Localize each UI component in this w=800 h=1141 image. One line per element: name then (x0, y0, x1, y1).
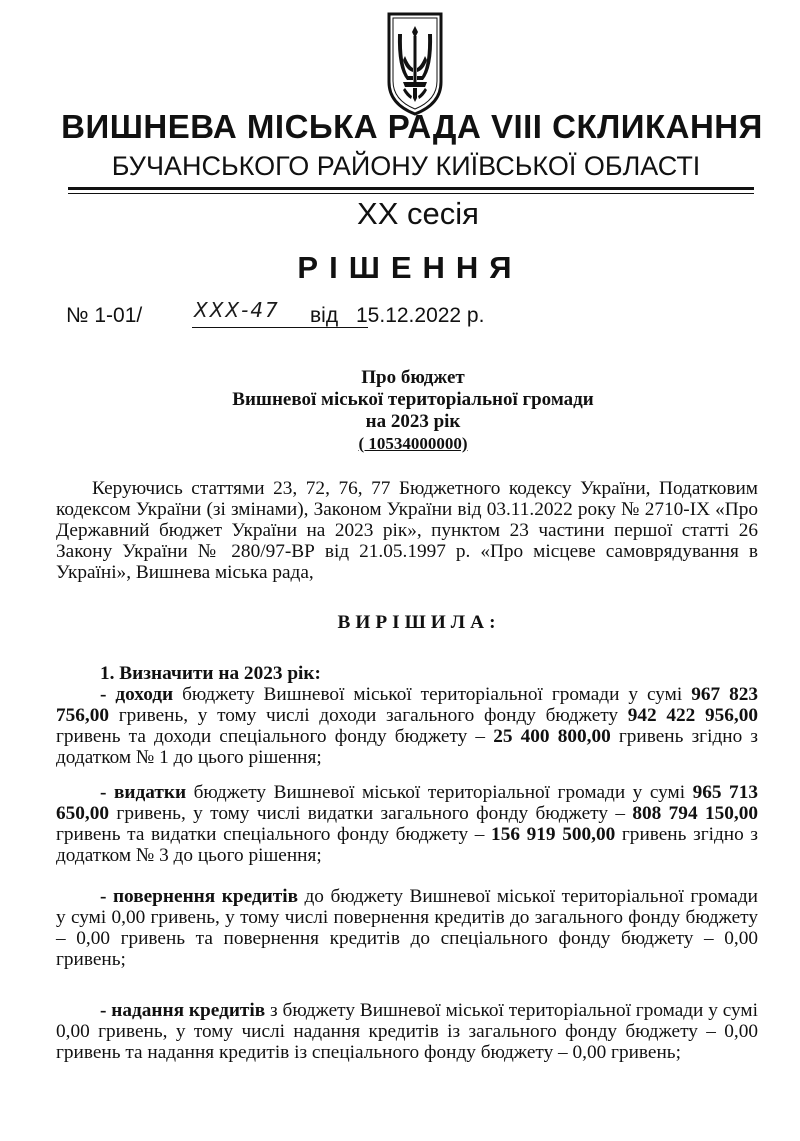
amount: 965 713 650,00 (56, 782, 758, 824)
number-underline (192, 327, 368, 328)
resolved-heading: ВИРІШИЛА: (337, 612, 501, 633)
session-label: ХХ сесія (357, 196, 479, 231)
document-title (0, 367, 800, 455)
title-line-1: Про бюджет (361, 367, 465, 388)
revenue-item: - доходи бюджету Вишневої міської територіальної громади у сумі 967 823 756,00 гривень, у тому числі доходи загального фонду бюджету 942 422 956,00 гривень та доходи спеціального фонду бюджету – 25 400 800,00 гривень згідно з додатком № 1 до цього рішення; (56, 684, 758, 768)
title-line-3: на 2023 рік (365, 411, 461, 432)
title-line-2: Вишневої міської територіальної громади (232, 389, 594, 410)
amount: 25 400 800,00 (493, 726, 611, 747)
amount: 942 422 956,00 (627, 705, 758, 726)
amount: 156 919 500,00 (491, 824, 616, 845)
point-1-title: 1. Визначити на 2023 рік: (100, 663, 321, 684)
date-label: від (310, 304, 339, 327)
expenditure-item: - видатки бюджету Вишневої міської територіальної громади у сумі 965 713 650,00 гривень, у тому числі видатки загального фонду бюджету – 808 794 150,00 гривень та видатки спеціального фонду бюджету – 156 919 500,00 гривень згідно з додатком № 3 до цього рішення; (56, 782, 758, 866)
item-lead: - доходи (100, 684, 174, 705)
loan-issuance-item: - надання кредитів з бюджету Вишневої міської територіальної громади у сумі 0,00 гривень, у тому числі надання кредитів із загального фонду бюджету – 0,00 гривень та надання кредитів із спеціального фонду бюджету – 0,00 гривень; (56, 1000, 758, 1063)
budget-code: ( 10534000000) (358, 434, 468, 453)
item-lead: - видатки (100, 782, 187, 803)
decision-number-prefix: № 1-01/ (66, 304, 143, 327)
amount: 967 823 756,00 (56, 684, 758, 726)
decision-number-line (66, 300, 506, 334)
item-lead: - повернення кредитів (100, 886, 298, 907)
decision-number-handwritten: ХХХ-47 (194, 298, 280, 322)
header-divider-thick (68, 187, 754, 190)
council-name: ВИШНЕВА МІСЬКА РАДА VIII СКЛИКАННЯ (61, 108, 763, 145)
decision-date: 15.12.2022 р. (356, 304, 485, 327)
trident-emblem-icon (385, 12, 445, 116)
item-lead: - надання кредитів (100, 1000, 266, 1021)
loan-repayment-item: - повернення кредитів до бюджету Вишневої міської територіальної громади у сумі 0,00 гривень, у тому числі повернення кредитів до загального фонду бюджету – 0,00 гривень та повернення кредитів до спеціального фонду бюджету – 0,00 гривень; (56, 886, 758, 970)
council-district: БУЧАНСЬКОГО РАЙОНУ КИЇВСЬКОЇ ОБЛАСТІ (111, 151, 701, 181)
header-divider-thin (68, 193, 754, 194)
document-body (56, 478, 758, 1063)
document-type-heading: РІШЕННЯ (297, 250, 523, 285)
preamble-paragraph: Керуючись статтями 23, 72, 76, 77 Бюджетного кодексу України, Податковим кодексом України (зі змінами), Законом України від 03.11.2022 року № 2710-ІХ «Про Державний бюджет України на 2023 рік», пунктом 23 частини першої статті 26 Закону України № 280/97-ВР від 21.05.1997 р. «Про місцеве самоврядування в Україні», Вишнева міська рада, (56, 478, 758, 583)
amount: 808 794 150,00 (632, 803, 758, 824)
